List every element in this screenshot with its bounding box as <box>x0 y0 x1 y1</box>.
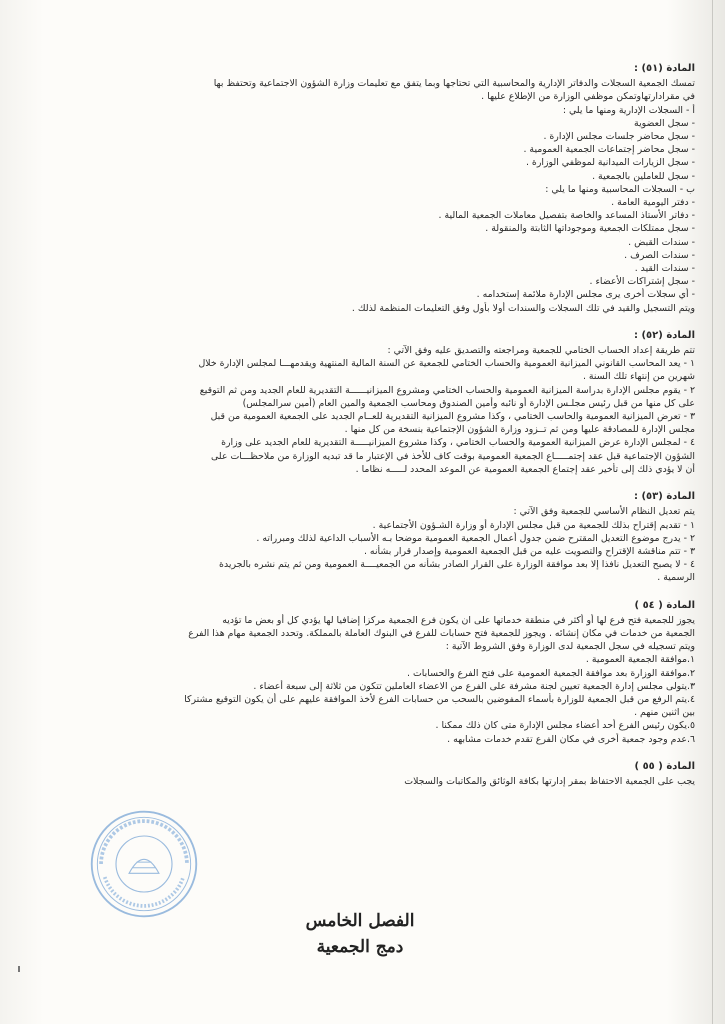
article-line: ١.موافقة الجمعية العمومية . <box>585 654 695 666</box>
article-line: ٤.يتم الرفع من قبل الجمعية للوزارة بأسماء المفوضين بالسحب من حسابات الفرع لأخذ الموافقة عليهم على أن يكون التوقيع مشتركا <box>184 693 695 705</box>
page-edge <box>712 0 713 1024</box>
article-line: - سجل إشتراكات الأعضاء . <box>589 276 695 288</box>
article-line: - دفاتر الأستاذ المساعد والخاصة بتفصيل معاملات الجمعية المالية . <box>438 210 695 222</box>
article-line: على كل منها من قبل رئيس مجلـس الإدارة أو نائبه وأمين الصندوق ومحاسب الجمعية والمين العام (أمين سرالمجلس) <box>242 397 695 409</box>
article-line: - أي سجلات أخرى يرى مجلس الإدارة ملائمة إستخدامه . <box>476 289 695 301</box>
article-line: - سندات القبض . <box>628 236 695 248</box>
article-51 <box>95 62 695 315</box>
chapter-number: الفصل الخامس <box>305 911 415 931</box>
article-53 <box>95 490 695 584</box>
article-line: تمسك الجمعية السجلات والدفاتر الإدارية والمحاسبية التي تحتاجها وبما يتفق مع تعليمات وزارة الشؤون الاجتماعية وتحتفظ بها <box>213 78 695 90</box>
article-line: ٢.موافقة الوزارة بعد موافقة الجمعية العمومية على فتح الفرع والحسابات . <box>406 667 695 679</box>
article-line: ب - السجلات المحاسبية ومنها ما يلي : <box>545 183 695 195</box>
article-line: يتم تعديل النظام الأساسي للجمعية وفق الآتي : <box>513 506 695 518</box>
article-line: - سجل العضوية <box>634 117 695 129</box>
article-heading: المادة ( ٥٥ ) <box>634 760 695 772</box>
article-52 <box>95 329 695 476</box>
article-line: ٢ - يدرج موضوع التعديل المقترح ضمن جدول أعمال الجمعية العمومية موضحا بـه الأسباب الداعية لذلك ومبرراته . <box>256 532 695 544</box>
article-line: يجوز للجمعية فتح فرع لها أو أكثر في منطقة خدماتها على ان يكون فرع الجمعية مركزا إضافيا لها يؤدي كل أو بعض ما تؤديه <box>222 614 695 626</box>
article-heading: المادة ( ٥٤ ) <box>634 599 695 611</box>
chapter-title: دمج الجمعية <box>316 937 404 957</box>
article-line: - سندات الصرف . <box>624 249 695 261</box>
official-stamp-seal <box>88 808 200 920</box>
article-55 <box>95 760 695 788</box>
article-line: بين اثنين منهم . <box>634 707 695 719</box>
article-line: - سجل للعاملين بالجمعية . <box>592 170 695 182</box>
article-line: أن لا يؤدي ذلك إلى تأخير عقد إجتماع الجمعية العمومية عن الموعد المحدد لـــــه نظاما . <box>355 463 695 475</box>
article-line: ٥.يكون رئيس الفرع أحد أعضاء مجلس الإدارة متى كان ذلك ممكنا . <box>435 720 695 732</box>
article-line: - سجل ممتلكات الجمعية وموجوداتها الثابتة والمنقولة . <box>485 223 695 235</box>
article-line: - سجل محاضر جلسات مجلس الإدارة . <box>543 131 695 143</box>
article-line: ٣.يتولى مجلس إدارة الجمعية تعيين لجنة مشرفة على الفرع من الاعضاء العاملين تتكون من ثلاثة إلى سبعة أعضاء . <box>253 680 695 692</box>
document-body <box>95 62 695 802</box>
article-54 <box>95 599 695 746</box>
article-line: مجلس الإدارة للمصادقة عليها ومن ثم تــزود وزارة الشؤون الإجتماعية بنسخة من كل منها . <box>344 424 695 436</box>
article-line: ويتم التسجيل والقيد في تلك السجلات والسندات أولا بأول وفق التعليمات المنظمة لذلك . <box>351 302 695 314</box>
article-line: ٣ - تتم مناقشة الإقتراح والتصويت عليه من قبل الجمعية العمومية وإصدار قرار بشأنه . <box>363 545 695 557</box>
article-line: الرسمية . <box>657 572 695 584</box>
chapter-heading <box>280 908 440 960</box>
article-line: ٦.عدم وجود جمعية أخرى في مكان الفرع تقدم خدمات مشابهه . <box>447 733 695 745</box>
article-line: يجب على الجمعية الاحتفاظ بمقر إدارتها بكافة الوثائق والمكاتبات والسجلات <box>404 775 695 787</box>
article-line: ١ - يعد المحاسب القانوني الميزانية العمومية والحساب الختامي للجمعية عن السنة المالية المنتهية ويقدمهـــا لمجلس الإدارة خلال <box>198 358 695 370</box>
article-line: - دفتر اليومية العامة . <box>611 197 695 209</box>
article-line: شهرين من إنتهاء تلك السنة . <box>582 371 695 383</box>
article-line: - سندات القيد . <box>634 263 695 275</box>
article-line: تتم طريقة إعداد الحساب الختامي للجمعية ومراجعته والتصديق عليه وفق الآتي : <box>387 345 695 357</box>
article-line: الشؤون الإجتماعية قبل عقد إجتمـــــاع الجمعية العمومية بوقت كاف للأخذ في الإعتبار ما قد تبديه الوزارة من ملاحظـــات على <box>210 450 695 462</box>
article-line: ٣ - تعرض الميزانية العمومية والحاسب الختامي ، وكذا مشروع الميزانية التقديرية للعــام الجديد على الجمعية العمومية من قبل <box>210 411 695 423</box>
article-heading: المادة (٥٢) : <box>633 329 695 341</box>
article-line: - سجل محاضر إجتماعات الجمعية العمومية . <box>523 144 695 156</box>
article-line: في مقرادارتهاوتمكن موظفي الوزارة من الإطلاع عليها . <box>481 91 695 103</box>
article-line: ٤ - لا يصبح التعديل نافذا إلا بعد موافقة الوزارة على القرار الصادر بشأنه من الجمعيــــة العمومية ومن ثم يتم نشره بالجريدة <box>219 559 695 571</box>
scan-speck <box>18 966 20 972</box>
article-line: - سجل الزيارات الميدانية لموظفي الوزارة . <box>525 157 695 169</box>
article-heading: المادة (٥٣) : <box>633 491 695 503</box>
article-line: ١ - تقديم إقتراح بذلك للجمعية من قبل مجلس الإدارة أو وزارة الشـؤون الأجتماعية . <box>372 519 695 531</box>
article-line: ٢ - يقوم مجلس الإدارة بدراسة الميزانية العمومية والحساب الختامي ومشروع الميزانيــــــة التقديرية للعام الجديد ومن ثم التوقيع <box>199 384 695 396</box>
article-line: أ - السجلات الإدارية ومنها ما يلي : <box>562 104 695 116</box>
article-line: الجمعية من خدمات في مكان إنشائه . ويجوز للجمعية فتح حسابات للفرع في البنوك العاملة بالمملكة. وتحدد الجمعية مهام هذا الفرع <box>188 627 695 639</box>
article-line: ٤ - لمجلس الإدارة عرض الميزانية العمومية والحساب الختامي ، وكذا مشروع الميزانيـــــة التقديرية للعام الجديد على وزارة <box>221 437 695 449</box>
article-line: ويتم تسجيله في سجل الجمعية لدى الوزارة وفق الشروط الآتية : <box>445 641 695 653</box>
article-heading: المادة (٥١) : <box>633 63 695 74</box>
